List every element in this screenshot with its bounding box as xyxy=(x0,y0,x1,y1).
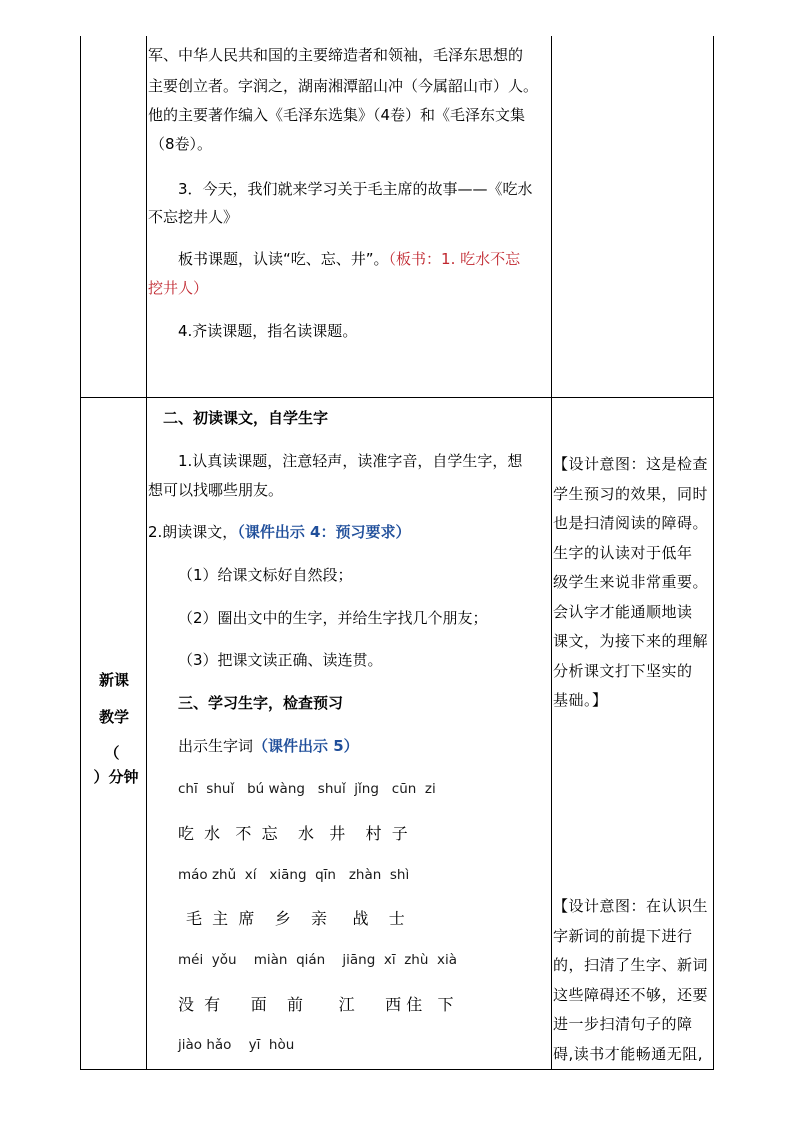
item-2-courseware: （课件出示 4：预习要求） xyxy=(237,523,411,541)
paragraph-3-line-2: 不忘挖井人》 xyxy=(148,208,239,226)
hanzi-row-1: 吃 水 不 忘 水 井 村 子 xyxy=(178,824,408,843)
section-label-line-3: （ xyxy=(104,744,120,762)
table-right-border xyxy=(713,36,714,1070)
table-col-divider-2 xyxy=(551,36,552,1070)
item-1-line-2: 想可以找哪些朋友。 xyxy=(148,481,284,499)
show-characters-courseware: （课件出示 5） xyxy=(253,737,359,755)
sub-item-3: （3）把课文读正确、读连贯。 xyxy=(178,651,383,669)
table-col-divider-1 xyxy=(146,36,147,1070)
section-label-line-2: 教学 xyxy=(98,708,129,726)
blackboard-instruction: 板书课题，认读“吃、忘、井”。 xyxy=(178,250,389,268)
intro-line-2: 主要创立者。字润之，湖南湘潭韶山冲（今属韶山市）人。 xyxy=(148,77,539,95)
show-characters-text: 出示生字词 xyxy=(178,737,254,755)
paragraph-4: 4.齐读课题，指名读课题。 xyxy=(178,322,358,340)
design-intent-note-2: 【设计意图：在认识生 字新词的前提下进行 的，扫清了生字、新词 这些障碍还不够，还要 进一步扫清句子的障 碍,读书才能畅通无阻, xyxy=(553,897,709,1063)
hanzi-row-3: 没 有 面 前 江 西 住 下 xyxy=(178,995,454,1014)
table-row-divider xyxy=(80,397,714,398)
table-bottom-border xyxy=(80,1069,714,1070)
pinyin-row-2: máo zhǔ xí xiāng qīn zhàn shì xyxy=(178,867,410,883)
item-2 xyxy=(148,523,410,541)
pinyin-row-1: chī shuǐ bú wàng shuǐ jǐng cūn zi xyxy=(178,781,436,797)
intro-line-4: （8卷）。 xyxy=(150,135,213,153)
item-2-text: 2.朗读课文， xyxy=(148,523,238,541)
blackboard-note: （板书：1. 吃水不忘 xyxy=(388,250,521,268)
item-1-line-1: 1.认真读课题，注意轻声，读准字音，自学生字，想 xyxy=(178,452,523,470)
design-intent-note-1: 【设计意图：这是检查 学生预习的效果，同时 也是扫清阅读的障碍。 生字的认读对于低年 级学生来说非常重要。 会认字才能通顺地读 课文，为接下来的理解 分析课文打下坚实的 基础。】 xyxy=(553,455,709,709)
paragraph-3-line-1: 3．今天，我们就来学习关于毛主席的故事——《吃水 xyxy=(178,180,533,198)
show-characters xyxy=(178,737,359,755)
section-label-line-1: 新课 xyxy=(98,671,129,689)
sub-item-1: （1）给课文标好自然段； xyxy=(178,566,353,584)
pinyin-row-4: jiào hǎo yī hòu xyxy=(178,1037,295,1053)
blackboard-line-1 xyxy=(178,250,520,268)
section-label-line-4: ）分钟 xyxy=(93,768,139,786)
heading-learn-characters: 三、学习生字，检查预习 xyxy=(178,694,344,712)
intro-line-1: 军、中华人民共和国的主要缔造者和领袖，毛泽东思想的 xyxy=(148,46,524,64)
hanzi-row-2: 毛 主 席 乡 亲 战 士 xyxy=(186,909,405,928)
blackboard-line-2: 挖井人） xyxy=(148,279,209,297)
table-left-border xyxy=(80,36,81,1070)
sub-item-2: （2）圈出文中的生字，并给生字找几个朋友； xyxy=(178,609,488,627)
pinyin-row-3: méi yǒu miàn qián jiāng xī zhù xià xyxy=(178,952,457,968)
heading-initial-reading: 二、初读课文，自学生字 xyxy=(163,409,329,427)
intro-line-3: 他的主要著作编入《毛泽东选集》（4卷）和《毛泽东文集 xyxy=(148,106,526,124)
